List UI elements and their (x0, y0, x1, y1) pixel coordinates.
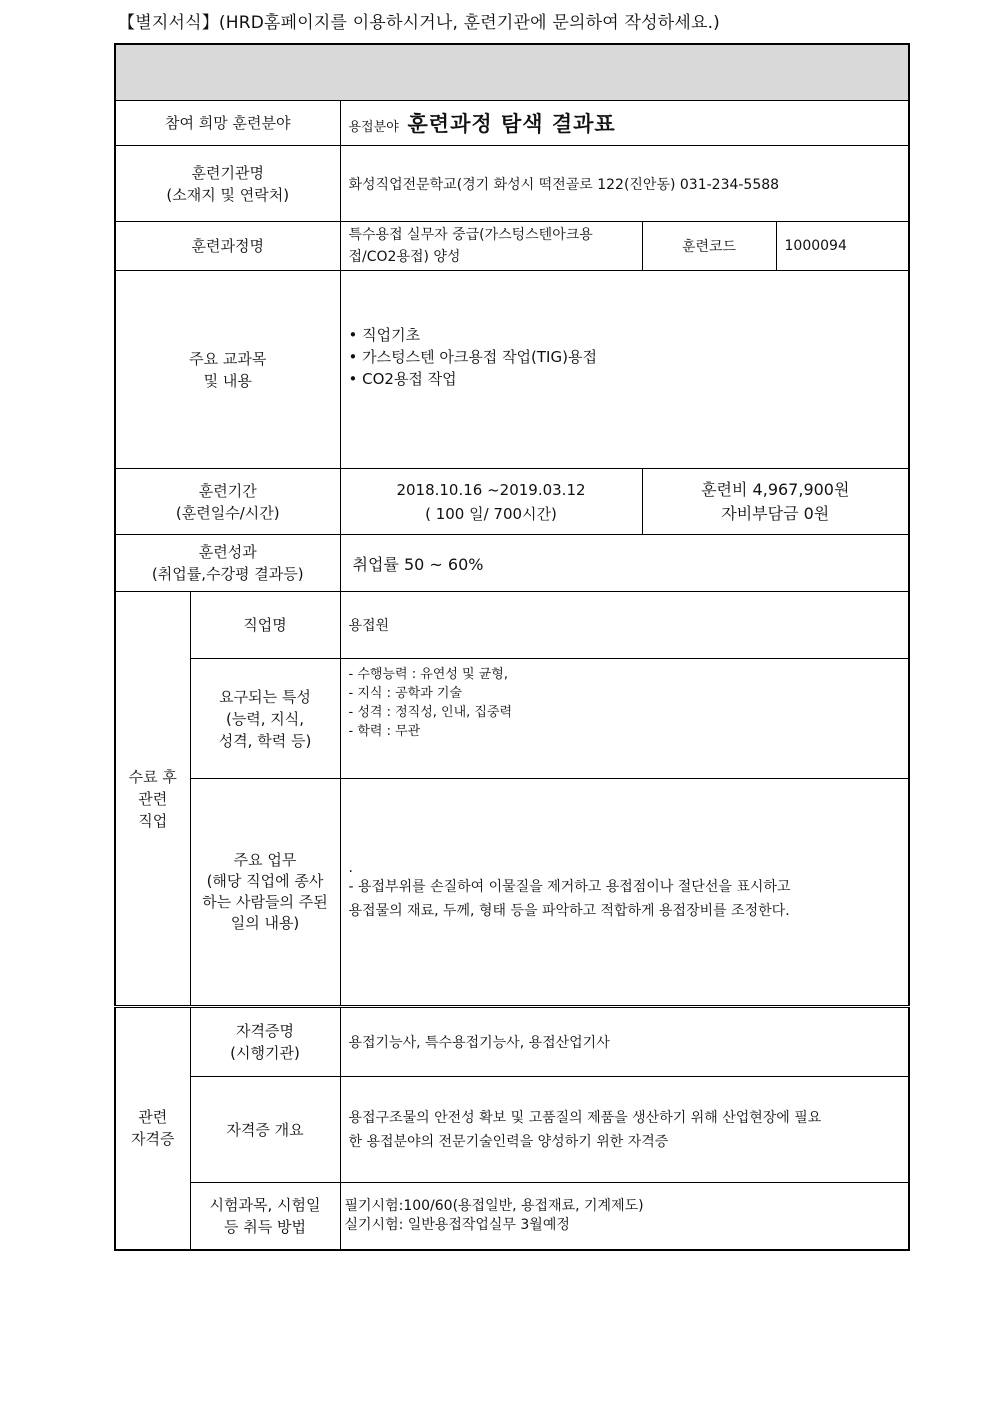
course-label: 훈련과정명 (115, 222, 340, 271)
outcome-row (115, 535, 909, 592)
cert-group-line2: 자격증 (131, 1130, 175, 1149)
cert-value: 용접기능사, 특수용접기능사, 용접산업기사 (340, 1007, 909, 1077)
exam-written: 필기시험:100/60(용접일반, 용접재료, 기계제도) (344, 1197, 644, 1214)
training-fee: 훈련비 4,967,900원 (701, 479, 850, 499)
cert-group-line1: 관련 (138, 1108, 168, 1127)
duty-line1: - 용접부위를 손질하여 이물질을 제거하고 용접점이나 절단선을 표시하고 (348, 879, 791, 895)
exam-method (340, 1183, 909, 1250)
cert-overview-row (115, 1077, 909, 1183)
job-group-label (115, 592, 190, 1007)
form-title: 훈련과정 탐색 결과표 (407, 112, 616, 136)
duty-label-line4: 일의 내용) (230, 914, 300, 932)
institution-label (115, 146, 340, 222)
subject-item: • 직업기초 (348, 325, 421, 344)
header-band-row (115, 44, 909, 101)
cert-overview-line2: 한 용접분야의 전문기술인력을 양성하기 위한 자격증 (348, 1133, 669, 1150)
institution-label-line2: (소재지 및 연락처) (166, 185, 290, 204)
period-days: ( 100 일/ 700시간) (425, 504, 557, 523)
course-name (340, 222, 642, 271)
job-name-label: 직업명 (190, 592, 340, 659)
course-row (115, 222, 909, 271)
cert-label-line1: 자격증명 (236, 1022, 294, 1040)
period-row (115, 469, 909, 535)
duty-label (190, 779, 340, 1007)
traits-label-line2: (능력, 지식, (225, 709, 305, 728)
outcome-label-line2: (취업률,수강평 결과등) (151, 565, 304, 583)
duty-label-line1: 주요 업무 (233, 851, 297, 869)
fee-cell (642, 469, 909, 535)
institution-row (115, 146, 909, 222)
subjects-label (115, 271, 340, 469)
period-dates-cell (340, 469, 642, 535)
institution-value: 화성직업전문학교(경기 화성시 떡전골로 122(진안동) 031-234-5588 (340, 146, 909, 222)
course-code: 1000094 (776, 222, 909, 271)
duty-line2: 용접물의 재료, 두께, 형태 등을 파악하고 적합하게 용접장비를 조정한다. (348, 903, 790, 919)
course-name-line2: 접/CO2용접) 양성 (348, 249, 461, 265)
subject-item: • 가스텅스텐 아크용접 작업(TIG)용접 (348, 347, 597, 366)
field-label: 참여 희망 훈련분야 (115, 101, 340, 146)
cert-overview-label: 자격증 개요 (190, 1077, 340, 1183)
cert-group-label (115, 1007, 190, 1250)
exam-label (190, 1183, 340, 1250)
course-code-label: 훈련코드 (642, 222, 776, 271)
self-pay: 자비부담금 0원 (721, 503, 830, 523)
job-group-line1: 수료 후 (128, 767, 177, 786)
duty-label-line3: 하는 사람들의 주된 (202, 893, 328, 911)
cert-label (190, 1007, 340, 1077)
subjects-row (115, 271, 909, 469)
job-name: 용접원 (340, 592, 909, 659)
form-note: 【별지서식】(HRD홈페이지를 이용하시거나, 훈련기관에 문의하여 작성하세요.) (118, 13, 721, 33)
outcome-label-line1: 훈련성과 (198, 543, 257, 561)
subjects-list (340, 271, 909, 469)
traits-label-line1: 요구되는 특성 (219, 687, 311, 706)
trait-item: - 수행능력 : 유연성 및 균형, (348, 667, 508, 682)
institution-label-line1: 훈련기관명 (191, 163, 264, 182)
trait-item: - 학력 : 무관 (348, 724, 421, 739)
cert-overview-line1: 용접구조물의 안전성 확보 및 고품질의 제품을 생산하기 위해 산업현장에 필요 (348, 1109, 822, 1126)
field-value-cell (340, 101, 909, 146)
outcome-value: 취업률 50 ~ 60% (340, 535, 909, 592)
header-band (115, 44, 909, 101)
period-label-line1: 훈련기간 (198, 481, 257, 500)
cert-name-row (115, 1007, 909, 1077)
period-label (115, 469, 340, 535)
duty-row (115, 779, 909, 1007)
traits-label-line3: 성격, 학력 등) (218, 731, 312, 750)
job-group-line2: 관련 (138, 789, 168, 808)
duty-label-line2: (해당 직업에 종사 (206, 872, 324, 890)
field-name: 용접분야 (348, 120, 399, 135)
period-label-line2: (훈련일수/시간) (175, 503, 280, 522)
exam-label-line1: 시험과목, 시험일 (209, 1195, 321, 1214)
duty-dot: . (348, 860, 353, 876)
cert-overview (340, 1077, 909, 1183)
exam-practical: 실기시험: 일반용접작업실무 3월예정 (344, 1216, 570, 1233)
subject-item: • CO2용접 작업 (348, 369, 457, 388)
subjects-label-line2: 및 내용 (203, 371, 252, 390)
cert-label-line2: (시행기관) (230, 1044, 300, 1062)
trait-item: - 성격 : 정직성, 인내, 집중력 (348, 705, 513, 720)
subjects-label-line1: 주요 교과목 (189, 349, 267, 368)
exam-row (115, 1183, 909, 1250)
traits-label (190, 659, 340, 779)
field-row (115, 101, 909, 146)
duty-text (340, 779, 909, 1007)
job-group-line3: 직업 (138, 811, 168, 830)
exam-label-line2: 등 취득 방법 (224, 1217, 306, 1236)
period-dates: 2018.10.16 ~2019.03.12 (396, 480, 586, 499)
course-result-table (114, 43, 910, 1251)
job-name-row (115, 592, 909, 659)
traits-list (340, 659, 909, 779)
course-name-line1: 특수용접 실무자 중급(가스텅스텐아크용 (348, 227, 593, 243)
trait-item: - 지식 : 공학과 기술 (348, 686, 463, 701)
outcome-label (115, 535, 340, 592)
traits-row (115, 659, 909, 779)
